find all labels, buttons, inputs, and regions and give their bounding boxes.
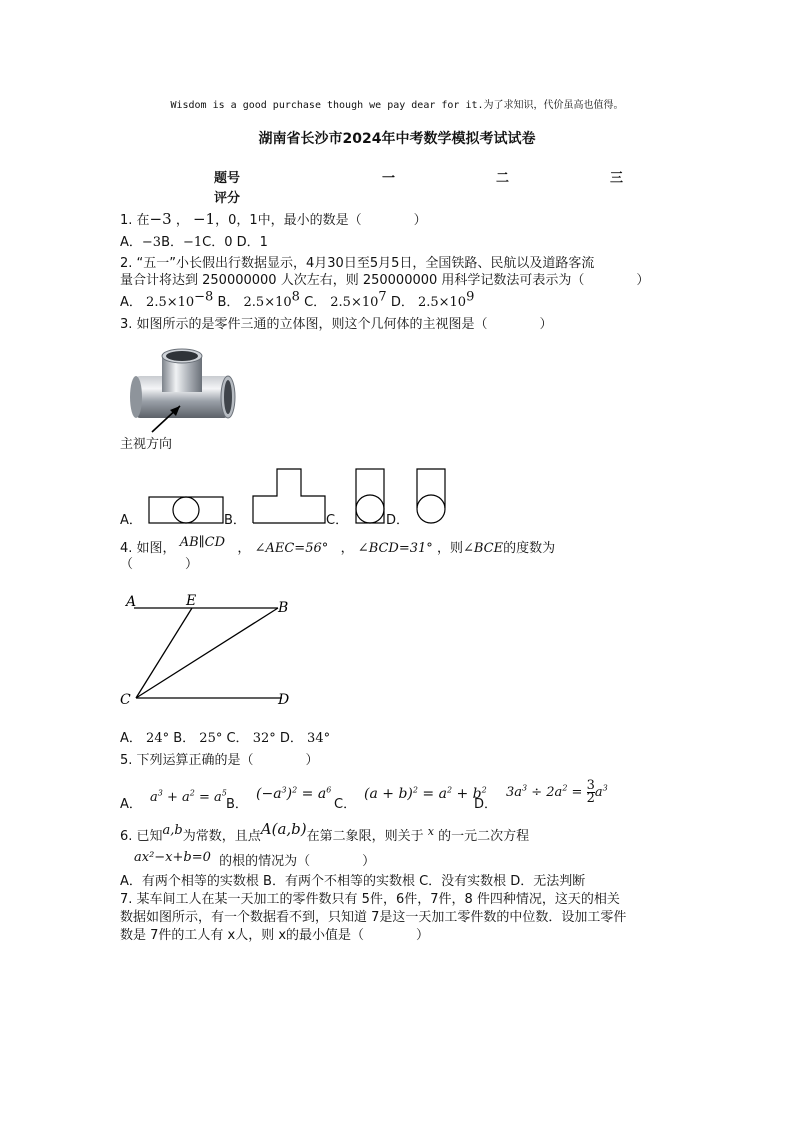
option-a-shape (148, 496, 224, 524)
tee-pipe-figure (126, 348, 238, 438)
point-b: B (278, 600, 289, 616)
page-title: 湖南省长沙市2024年中考数学模拟考试试卷 (258, 131, 536, 147)
question-4: 4. 如图， AB∥CD ， ∠AEC=56° ， ∠BCD=31° ，则∠BCE的度数为 (120, 535, 556, 556)
question-6-options: A．有两个相等的实数根 B．有两个不相等的实数根 C．没有实数根 D．无法判断 (120, 874, 586, 889)
score-table-col-1: 一 (382, 171, 396, 186)
view-direction-label: 主视方向 (120, 437, 173, 452)
option-d-shape (416, 468, 446, 524)
question-2-line-2: 量合计将达到 250000000 人次左右，则 250000000 用科学记数法可表示为（ ） (120, 273, 650, 288)
point-c: C (120, 692, 131, 708)
question-1: 1. 在−3 ， −1，0，1中，最小的数是（ ） (120, 210, 427, 228)
question-3-option-b-label: B． (224, 513, 246, 528)
question-7-line-3: 数是 7件的工人有 x人，则 x的最小值是（ ） (120, 928, 430, 943)
score-table-col-3: 三 (610, 171, 624, 186)
question-6-equation-line: ax²−x+b=0 的根的情况为（ ） (134, 850, 376, 869)
motto: Wisdom is a good purchase though we pay dear for it.为了求知识，代价虽高也值得。 (170, 100, 624, 111)
line-cb (136, 608, 278, 698)
formula-b: $(-a^3)^2 = a^6$ (256, 785, 332, 802)
formula-a: $a^3 + a^2 = a^5$ (150, 788, 227, 805)
question-7-line-1: 7. 某车间工人在某一天加工的零件数只有 5件，6件，7件，8 件四种情况，这天的相关 (120, 892, 620, 907)
question-7-line-2: 数据如图所示，有一个数据看不到，只知道 7是这一天加工零件数的中位数．设加工零件 (120, 910, 627, 925)
question-3: 3. 如图所示的是零件三通的立体图，则这个几何体的主视图是（ ） (120, 317, 553, 332)
option-b-shape (252, 468, 326, 524)
question-4-options: A． 24° B． 25° C． 32° D． 34° (120, 731, 331, 746)
point-a: A (126, 594, 137, 610)
line-ce (136, 608, 192, 698)
score-table-col-2: 二 (496, 171, 510, 186)
question-1-options: A．−3B．−1C．0 D．1 (120, 235, 268, 250)
formula-d: $3a^3 \div 2a^2$ = $\frac{3}{2}$ $a^3$ (506, 778, 608, 806)
question-5-option-a-label: A． (120, 797, 142, 812)
option-c-shape (355, 468, 385, 524)
formula-c: $(a + b)^2 = a^2 + b^2$ (364, 785, 487, 802)
question-5-option-d-label: D． (474, 797, 498, 812)
point-e: E (186, 593, 197, 609)
question-5-option-b-label: B． (226, 797, 248, 812)
question-5: 5. 下列运算正确的是（ ） (120, 753, 319, 768)
geometry-figure (118, 590, 298, 710)
question-5-option-c-label: C． (334, 797, 357, 812)
question-2-options: A． $2.5\times 10^{-8}$ B． $2.5\times 10^8$ C． $2.5\times 10^7$ D． $2.5\times 10^9$ (120, 289, 475, 310)
score-table-row1-label: 题号 (214, 171, 241, 186)
question-2-line-1: 2. “五一”小长假出行数据显示，4月30日至5月5日，全国铁路、民航以及道路客流 (120, 256, 595, 271)
question-3-option-c-label: C． (326, 513, 349, 528)
question-6: 6. 已知a,b为常数，且点A(a,b)在第二象限，则关于 $^x$ 的一元二次方程 (120, 820, 530, 844)
question-3-option-d-label: D． (386, 513, 410, 528)
question-4-paren: （ ） (120, 557, 199, 572)
question-3-option-a-label: A． (120, 513, 142, 528)
point-d: D (278, 692, 290, 708)
score-table-row2-label: 评分 (214, 191, 241, 206)
